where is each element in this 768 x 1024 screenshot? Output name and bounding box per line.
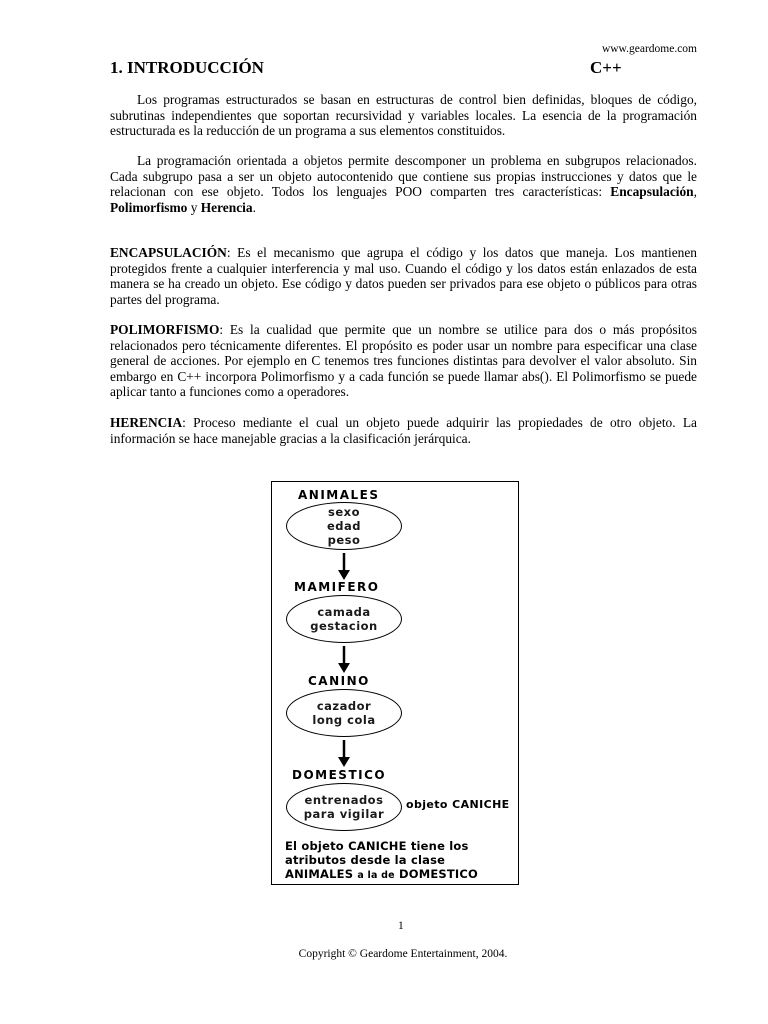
inheritance-diagram [271,481,519,885]
language-label: C++ [590,58,622,77]
attribute: sexo [328,505,360,519]
site-url: www.geardome.com [601,43,697,55]
attribute: para vigilar [303,807,385,821]
attribute: entrenados [304,793,384,807]
separator: , [693,184,697,199]
caption-line: El objeto CANICHE tiene los [285,839,469,853]
class-label-animales: ANIMALES [298,488,380,502]
period: . [252,199,256,215]
attributes-ellipse-mamifero [286,595,402,643]
copyright-footer: Copyright © Geardome Entertainment, 2004. [298,948,508,960]
arrow-down-icon [337,740,351,768]
paragraph-structured-programming: Los programas estructurados se basan en estructuras de control bien definidas, bloques de código, subrutinas independientes que soportan recursividad y variables locales. La esencia de la programación estructurada es la reducción de un programa a sus elementos constituidos. [110,92,697,138]
page-number: 1 [398,920,404,932]
section-heading [110,58,698,80]
diagram-caption [285,839,478,883]
paragraph-polimorfismo [110,322,697,400]
polimorfismo-heading: POLIMORFISMO [110,322,220,337]
class-label-canino: CANINO [308,674,370,688]
arrow-down-icon [337,646,351,674]
attribute: camada [317,605,371,619]
object-label: objeto CANICHE [406,798,510,811]
attribute: peso [327,533,361,547]
polimorfismo-definition: : Es la cualidad que permite que un nombre se utilice para dos o más propósitos relacionados pero técnicamente diferentes. El propósito es poder usar un nombre para especificar una clase general de acciones. Por ejemplo en C tenemos tres funciones distintas para devolver el valor absoluto. Sin embargo en C++ incorpora Polimorfismo y a cada función se puede llamar abs(). El Polimorfismo se puede aplicar tanto a funciones como a operadores. [110,322,697,399]
encapsulacion-definition: : Es el mecanismo que agrupa el código y los datos que maneja. Los mantienen protegidos frente a cualquier interferencia y mal uso. Cuando el código y los datos están enlazados de esta manera se ha creado un objeto. Ese código y datos pueden ser privados para ese objeto o públicos para otras partes del programa. [110,245,697,307]
paragraph-herencia [110,415,697,446]
term-encapsulacion: Encapsulación [610,184,694,199]
attributes-ellipse-canino [286,689,402,737]
caption-line: atributos desde la clase [285,853,446,867]
term-polimorfismo: Polimorfismo [110,199,188,215]
class-label-mamifero: MAMIFERO [294,580,380,594]
herencia-heading: HERENCIA [110,415,183,430]
attributes-ellipse-animales [286,502,402,550]
caption-class-from: ANIMALES [285,867,358,881]
caption-class-to: DOMESTICO [394,867,479,881]
page-title: 1. INTRODUCCIÓN [110,58,264,77]
class-label-domestico: DOMESTICO [292,768,387,782]
attribute: cazador [316,699,372,713]
attributes-ellipse-domestico [286,783,402,831]
arrow-down-icon [337,553,351,581]
separator: y [187,199,201,215]
attribute: long cola [312,713,376,727]
caption-line [285,867,478,883]
encapsulacion-heading: ENCAPSULACIÓN [110,245,227,260]
term-herencia: Herencia [200,199,253,215]
caption-connector: a la de [357,870,395,881]
herencia-definition: : Proceso mediante el cual un objeto puede adquirir las propiedades de otro objeto. La información se hace manejable gracias a la clasificación jerárquica. [110,415,697,446]
paragraph-oop-text: La programación orientada a objetos permite descomponer un problema en subgrupos relacionados. Cada subgrupo pasa a ser un objeto autocontenido que contiene sus propias instrucciones y datos que le relacionan con ese objeto. Todos los lenguajes POO comparten tres características: [110,153,697,199]
attribute: gestacion [310,619,378,633]
paragraph-oop [110,153,697,215]
paragraph-encapsulacion [110,245,697,307]
attribute: edad [326,519,362,533]
